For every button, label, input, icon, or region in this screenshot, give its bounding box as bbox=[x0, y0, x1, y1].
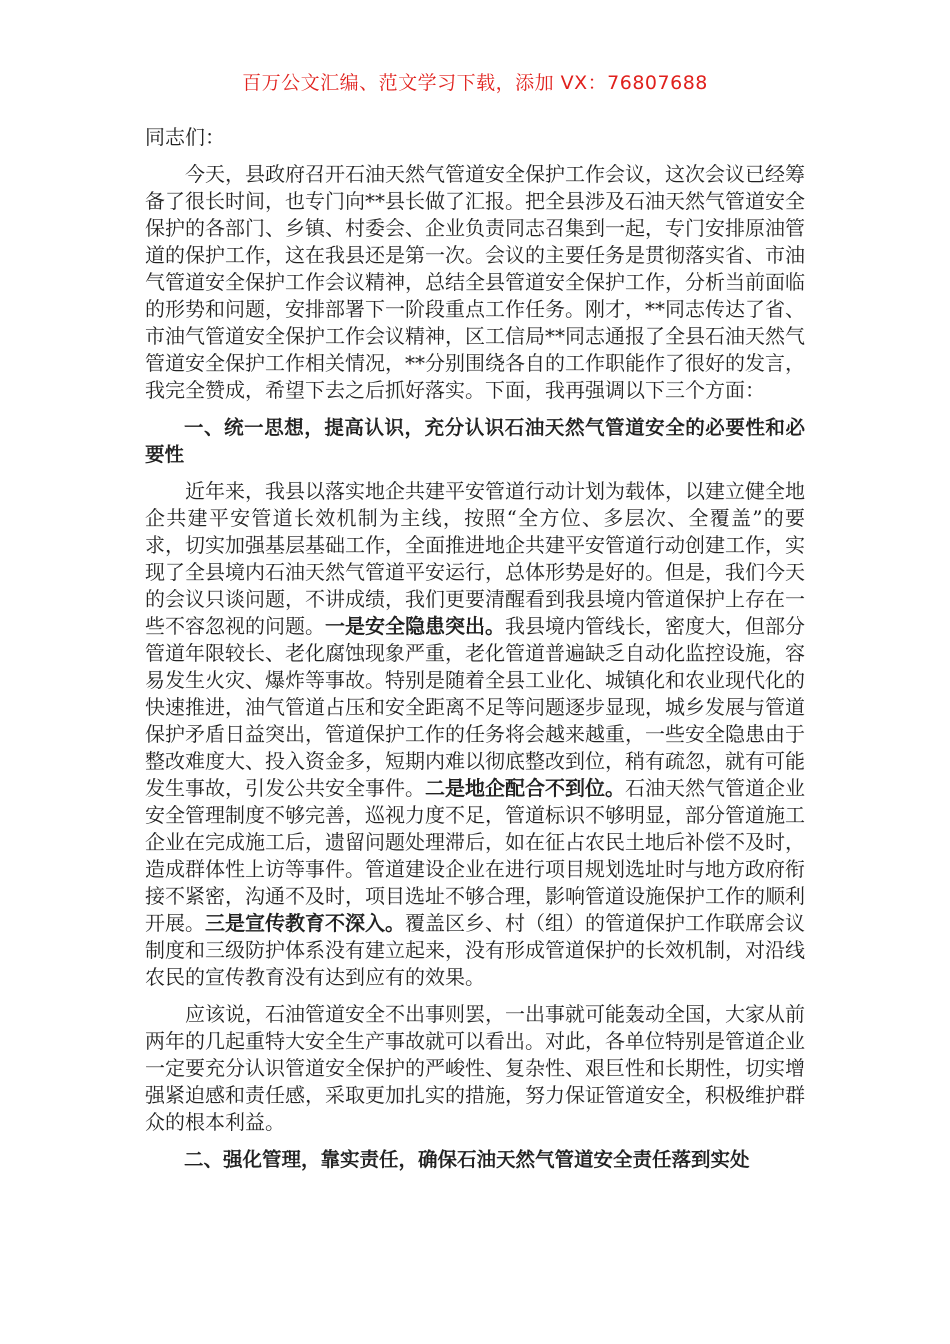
problems-intro-text: 近年来，我县以落实地企共建平安管道行动计划为载体，以建立健全地企共建平安管道长效机制为主线，按照“全方位、多层次、全覆盖”的要求，切实加强基层基础工作，全面推进地企共建平安管道行动创建工作，实现了全县境内石油天然气管道平安运行，总体形势是好的。但是，我们今天的会议只谈问题，不讲成绩，我们更要清醒看到我县境内管道保护上存在一些不容忽视的问题。 bbox=[145, 479, 805, 638]
problem-1-heading: 一是安全隐患突出。 bbox=[325, 614, 505, 638]
paragraph-problems bbox=[145, 478, 805, 991]
section-heading-2: 二、强化管理，靠实责任，确保石油天然气管道安全责任落到实处 bbox=[184, 1148, 750, 1171]
problem-2-text: 石油天然气管道企业安全管理制度不够完善，巡视力度不足，管道标识不够明显，部分管道施工企业在完成施工后，遗留问题处理滞后，如在征占农民土地后补偿不及时，造成群体性上访等事件。管道建设企业在进行项目规划选址时与地方政府衔接不紧密，沟通不及时，项目选址不够合理，影响管道设施保护工作的顺利开展。 bbox=[145, 776, 805, 935]
greeting: 同志们： bbox=[145, 125, 225, 149]
problem-1-text: 我县境内管线长，密度大，但部分管道年限较长、老化腐蚀现象严重，老化管道普遍缺乏自动化监控设施，容易发生火灾、爆炸等事故。特别是随着全县工业化、城镇化和农业现代化的快速推进，油气管道占压和安全距离不足等问题逐步显现，城乡发展与管道保护矛盾日益突出，管道保护工作的任务将会越来越重，一些安全隐患由于整改难度大、投入资金多，短期内难以彻底整改到位，稍有疏忽，就有可能发生事故，引发公共安全事件。 bbox=[145, 614, 805, 800]
problem-3-heading: 三是宣传教育不深入。 bbox=[205, 911, 405, 935]
paragraph-conclusion: 应该说，石油管道安全不出事则罢，一出事就可能轰动全国，大家从前两年的几起重特大安全生产事故就可以看出。对此，各单位特别是管道企业一定要充分认识管道安全保护的严峻性、复杂性、艰巨性和长期性，切实增强紧迫感和责任感，采取更加扎实的措施，努力保证管道安全，积极维护群众的根本利益。 bbox=[145, 1002, 805, 1134]
paragraph-intro: 今天，县政府召开石油天然气管道安全保护工作会议，这次会议已经筹备了很长时间，也专门向**县长做了汇报。把全县涉及石油天然气管道安全保护的各部门、乡镇、村委会、企业负责同志召集到一起，专门安排原油管道的保护工作，这在我县还是第一次。会议的主要任务是贯彻落实省、市油气管道安全保护工作会议精神，总结全县管道安全保护工作，分析当前面临的形势和问题，安排部署下一阶段重点工作任务。刚才，**同志传达了省、市油气管道安全保护工作会议精神，区工信局**同志通报了全县石油天然气管道安全保护工作相关情况，**分别围绕各自的工作职能作了很好的发言，我完全赞成，希望下去之后抓好落实。下面，我再强调以下三个方面： bbox=[145, 162, 805, 402]
document-body bbox=[145, 124, 805, 1183]
problem-2-heading: 二是地企配合不到位。 bbox=[425, 776, 625, 800]
section-heading-1: 一、统一思想，提高认识，充分认识石油天然气管道安全的必要性和必要性 bbox=[145, 416, 805, 466]
problem-3-text: 覆盖区乡、村（组）的管道保护工作联席会议制度和三级防护体系没有建立起来，没有形成管道保护的长效机制，对沿线农民的宣传教育没有达到应有的效果。 bbox=[145, 911, 805, 989]
watermark-header: 百万公文汇编、范文学习下载，添加 VX：76807688 bbox=[242, 72, 708, 94]
